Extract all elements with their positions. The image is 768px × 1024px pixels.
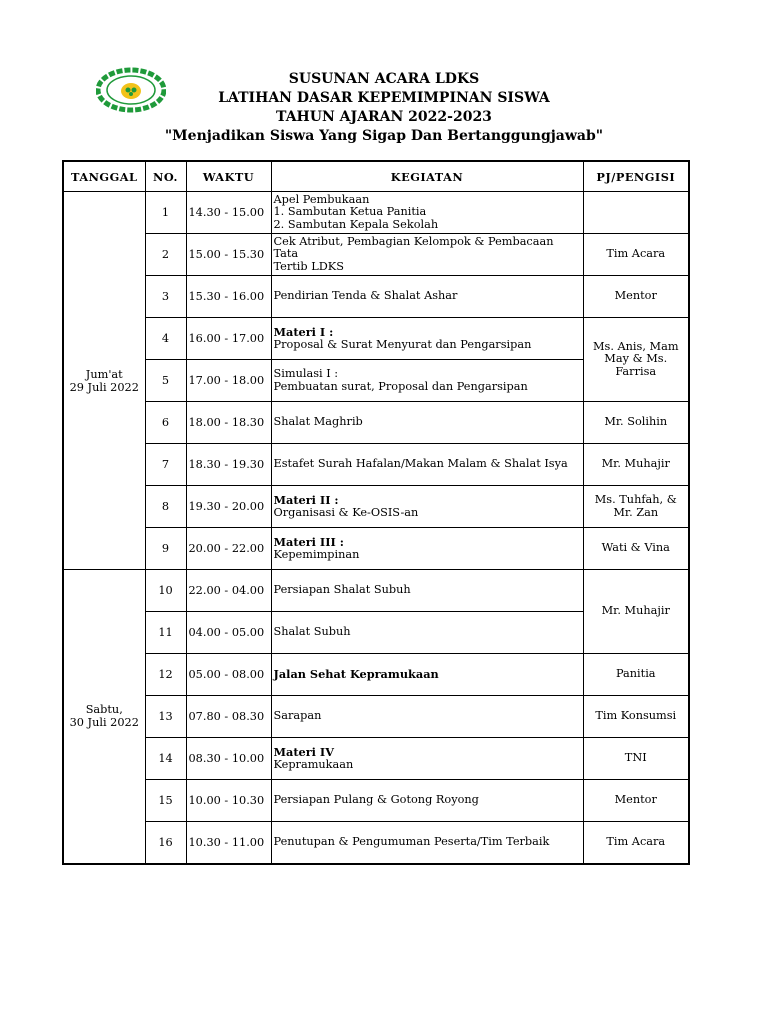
row-number: 13 xyxy=(145,696,186,738)
row-pj: Mr. Muhajir xyxy=(583,570,689,654)
date-value: 29 Juli 2022 xyxy=(69,380,139,394)
row-pj: Wati & Vina xyxy=(583,528,689,570)
row-time: 10.00 - 10.30 xyxy=(186,780,271,822)
row-pj: TNI xyxy=(583,738,689,780)
row-activity xyxy=(271,696,583,738)
table-row xyxy=(63,570,689,612)
table-row xyxy=(63,318,689,360)
activity-line: Proposal & Surat Menyurat dan Pengarsipan xyxy=(273,337,532,351)
activity-line: Organisasi & Ke-OSIS-an xyxy=(273,505,419,519)
row-pj: Tim Acara xyxy=(583,234,689,276)
row-number: 3 xyxy=(145,276,186,318)
row-activity xyxy=(271,612,583,654)
activity-line: Kepramukaan xyxy=(273,757,354,771)
motto-line: "Menjadikan Siswa Yang Sigap Dan Bertanggungjawab" xyxy=(164,128,604,144)
row-time: 17.00 - 18.00 xyxy=(186,360,271,402)
row-pj: Mr. Solihin xyxy=(583,402,689,444)
date-day: Sabtu, xyxy=(85,703,123,717)
title-line-3: TAHUN AJARAN 2022-2023 xyxy=(276,109,492,125)
row-activity xyxy=(271,402,583,444)
row-number: 1 xyxy=(145,192,186,234)
row-number: 12 xyxy=(145,654,186,696)
table-row xyxy=(63,486,689,528)
row-time: 14.30 - 15.00 xyxy=(186,192,271,234)
table-row xyxy=(63,780,689,822)
row-number: 9 xyxy=(145,528,186,570)
table-row xyxy=(63,654,689,696)
row-pj: Mentor xyxy=(583,780,689,822)
activity-line: Persiapan Pulang & Gotong Royong xyxy=(273,793,479,807)
row-activity xyxy=(271,780,583,822)
row-activity xyxy=(271,192,583,234)
row-activity xyxy=(271,486,583,528)
title-line-2: LATIHAN DASAR KEPEMIMPINAN SISWA xyxy=(218,90,550,106)
col-kegiatan: KEGIATAN xyxy=(271,161,583,192)
row-number: 15 xyxy=(145,780,186,822)
activity-line: Cek Atribut, Pembagian Kelompok & Pembacaan Tata xyxy=(273,234,554,261)
activity-line: Pendirian Tenda & Shalat Ashar xyxy=(273,289,458,303)
row-time: 15.00 - 15.30 xyxy=(186,234,271,276)
row-number: 6 xyxy=(145,402,186,444)
table-header-row xyxy=(63,161,689,192)
table-row xyxy=(63,738,689,780)
date-cell xyxy=(63,570,145,864)
document-header xyxy=(0,70,768,146)
row-time: 10.30 - 11.00 xyxy=(186,822,271,864)
activity-bold-title: Jalan Sehat Kepramukaan xyxy=(273,667,439,682)
row-activity xyxy=(271,276,583,318)
row-number: 16 xyxy=(145,822,186,864)
row-time: 19.30 - 20.00 xyxy=(186,486,271,528)
activity-line: 2. Sambutan Kepala Sekolah xyxy=(273,217,439,231)
date-cell xyxy=(63,192,145,570)
date-value: 30 Juli 2022 xyxy=(69,716,139,730)
row-pj: Panitia xyxy=(583,654,689,696)
activity-line: Simulasi I : xyxy=(273,367,339,380)
row-activity xyxy=(271,528,583,570)
row-activity xyxy=(271,822,583,864)
row-activity xyxy=(271,738,583,780)
row-time: 05.00 - 08.00 xyxy=(186,654,271,696)
table-row xyxy=(63,192,689,234)
activity-line: Estafet Surah Hafalan/Makan Malam & Shalat Isya xyxy=(273,457,568,471)
row-activity xyxy=(271,570,583,612)
row-number: 10 xyxy=(145,570,186,612)
row-pj: Tim Acara xyxy=(583,822,689,864)
table-row xyxy=(63,444,689,486)
row-pj: Mr. Muhajir xyxy=(583,444,689,486)
activity-line: 1. Sambutan Ketua Panitia xyxy=(273,205,427,219)
activity-line: Apel Pembukaan xyxy=(273,192,370,206)
activity-line: Pembuatan surat, Proposal dan Pengarsipan xyxy=(273,379,528,393)
row-number: 7 xyxy=(145,444,186,486)
col-tanggal: TANGGAL xyxy=(63,161,145,192)
row-time: 18.00 - 18.30 xyxy=(186,402,271,444)
row-time: 08.30 - 10.00 xyxy=(186,738,271,780)
table-row xyxy=(63,696,689,738)
table-row xyxy=(63,528,689,570)
activity-bold-title: Materi II : xyxy=(273,493,339,507)
row-number: 4 xyxy=(145,318,186,360)
activity-bold-title: Materi I : xyxy=(273,325,334,339)
row-pj: Tim Konsumsi xyxy=(583,696,689,738)
row-number: 5 xyxy=(145,360,186,402)
row-activity xyxy=(271,654,583,696)
activity-line: Sarapan xyxy=(273,709,322,723)
date-day: Jum'at xyxy=(85,367,123,381)
row-activity xyxy=(271,318,583,360)
activity-line: Penutupan & Pengumuman Peserta/Tim Terbaik xyxy=(273,835,550,848)
row-pj xyxy=(583,192,689,234)
row-time: 15.30 - 16.00 xyxy=(186,276,271,318)
table-row xyxy=(63,822,689,864)
table-row xyxy=(63,234,689,276)
table-row xyxy=(63,276,689,318)
activity-line: Persiapan Shalat Subuh xyxy=(273,583,411,597)
row-pj: Mentor xyxy=(583,276,689,318)
title-line-1: SUSUNAN ACARA LDKS xyxy=(288,71,480,87)
table-row xyxy=(63,402,689,444)
col-waktu: WAKTU xyxy=(186,161,271,192)
row-pj: Ms. Anis, Mam May & Ms. Farrisa xyxy=(583,318,689,402)
activity-line: Tertib LDKS xyxy=(273,259,344,273)
row-number: 2 xyxy=(145,234,186,276)
row-number: 14 xyxy=(145,738,186,780)
row-time: 04.00 - 05.00 xyxy=(186,612,271,654)
activity-line: Shalat Maghrib xyxy=(273,415,363,429)
row-time: 07.80 - 08.30 xyxy=(186,696,271,738)
col-no: NO. xyxy=(145,161,186,192)
row-time: 16.00 - 17.00 xyxy=(186,318,271,360)
col-pj: PJ/PENGISI xyxy=(583,161,689,192)
row-activity xyxy=(271,444,583,486)
row-time: 22.00 - 04.00 xyxy=(186,570,271,612)
row-pj: Ms. Tuhfah, & Mr. Zan xyxy=(583,486,689,528)
row-activity xyxy=(271,360,583,402)
row-activity xyxy=(271,234,583,276)
activity-bold-title: Materi III : xyxy=(273,535,344,549)
row-number: 11 xyxy=(145,612,186,654)
schedule-table xyxy=(62,160,690,865)
row-number: 8 xyxy=(145,486,186,528)
activity-line: Shalat Subuh xyxy=(273,625,351,639)
activity-line: Kepemimpinan xyxy=(273,547,360,561)
row-time: 20.00 - 22.00 xyxy=(186,528,271,570)
row-time: 18.30 - 19.30 xyxy=(186,444,271,486)
activity-bold-title: Materi IV xyxy=(273,745,334,759)
